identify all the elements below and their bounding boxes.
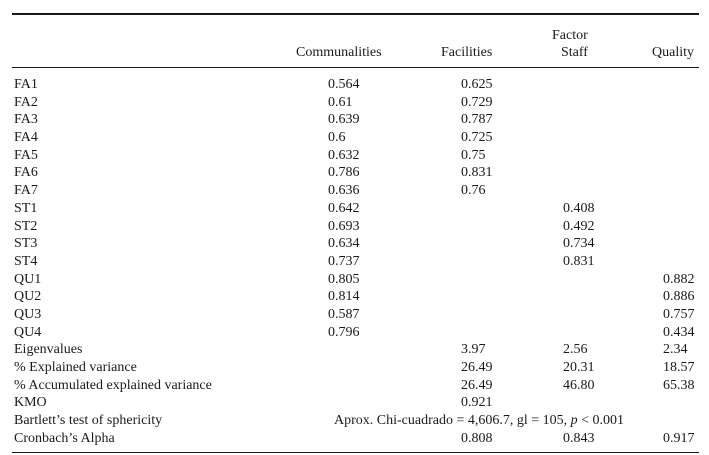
quality-cell: 0.882 — [663, 271, 695, 287]
table-row — [0, 324, 709, 342]
table-row — [0, 377, 709, 395]
table-row — [0, 359, 709, 377]
table-row — [0, 341, 709, 359]
staff-cell: 20.31 — [563, 360, 595, 375]
quality-cell: 2.34 — [663, 342, 688, 358]
row-label: FA2 — [14, 94, 38, 110]
row-label: QU4 — [14, 324, 42, 340]
quality-cell: 0.434 — [663, 324, 695, 340]
staff-cell: 0.492 — [563, 218, 595, 234]
cronbach-quality: 0.917 — [663, 430, 695, 446]
row-label: FA7 — [14, 183, 38, 199]
row-label: ST4 — [14, 253, 38, 269]
table-row — [0, 129, 709, 147]
cronbach-staff: 0.843 — [563, 430, 595, 446]
table-row — [0, 394, 709, 412]
quality-cell: 18.57 — [663, 360, 695, 375]
header-facilities: Facilities — [441, 45, 493, 60]
cronbach-row — [0, 430, 709, 448]
header-factor: Factor — [552, 28, 588, 43]
row-label: QU3 — [14, 306, 42, 322]
communalities-cell: 0.632 — [328, 147, 360, 163]
facilities-cell: 3.97 — [461, 342, 486, 358]
staff-cell: 0.734 — [563, 236, 595, 252]
staff-cell: 2.56 — [563, 342, 588, 358]
communalities-cell: 0.693 — [328, 218, 360, 234]
row-label: ST1 — [14, 200, 38, 216]
row-label: KMO — [14, 395, 47, 411]
header-staff: Staff — [561, 45, 588, 60]
bartlett-label: Bartlett’s test of sphericity — [14, 413, 163, 429]
quality-cell: 0.886 — [663, 289, 695, 305]
communalities-cell: 0.61 — [328, 94, 353, 110]
communalities-cell: 0.587 — [328, 306, 360, 322]
table-row — [0, 271, 709, 289]
table-row — [0, 147, 709, 165]
facilities-cell: 0.831 — [461, 165, 493, 181]
header-quality: Quality — [652, 45, 694, 60]
staff-cell: 0.408 — [563, 200, 595, 216]
bartlett-suffix: < 0.001 — [577, 413, 625, 429]
table-row — [0, 164, 709, 182]
row-label: % Explained variance — [14, 360, 137, 375]
communalities-cell: 0.786 — [328, 165, 360, 181]
communalities-cell: 0.805 — [328, 271, 360, 287]
communalities-cell: 0.564 — [328, 77, 360, 92]
communalities-cell: 0.796 — [328, 324, 360, 340]
facilities-cell: 0.625 — [461, 77, 493, 92]
communalities-cell: 0.639 — [328, 112, 360, 128]
table-row — [0, 253, 709, 271]
communalities-cell: 0.737 — [328, 253, 360, 269]
header-rule — [12, 67, 699, 68]
facilities-cell: 0.921 — [461, 395, 493, 411]
facilities-cell: 0.75 — [461, 147, 486, 163]
row-label: FA5 — [14, 147, 38, 163]
table-row — [0, 76, 709, 94]
cronbach-facilities: 0.808 — [461, 430, 493, 446]
bartlett-prefix: Aprox. Chi-cuadrado = 4,606.7, gl = 105, — [334, 413, 571, 429]
communalities-cell: 0.636 — [328, 183, 360, 199]
table-row — [0, 111, 709, 129]
facilities-cell: 0.729 — [461, 94, 493, 110]
row-label: Eigenvalues — [14, 342, 83, 358]
bottom-rule — [12, 452, 699, 453]
communalities-cell: 0.6 — [328, 130, 346, 146]
row-label: % Accumulated explained variance — [14, 377, 212, 393]
staff-cell: 0.831 — [563, 253, 595, 269]
table-row — [0, 288, 709, 306]
row-label: QU1 — [14, 271, 42, 287]
bartlett-value — [334, 412, 624, 430]
table-row — [0, 200, 709, 218]
bartlett-p-symbol: p — [570, 413, 578, 429]
communalities-cell: 0.814 — [328, 289, 360, 305]
bartlett-row — [0, 412, 709, 430]
row-label: FA6 — [14, 165, 38, 181]
communalities-cell: 0.634 — [328, 236, 360, 252]
quality-cell: 65.38 — [663, 377, 695, 393]
facilities-cell: 0.787 — [461, 112, 493, 128]
row-label: ST2 — [14, 218, 38, 234]
row-label: FA4 — [14, 130, 38, 146]
table-row — [0, 182, 709, 200]
facilities-cell: 0.76 — [461, 183, 486, 199]
communalities-cell: 0.642 — [328, 200, 360, 216]
top-rule — [12, 13, 699, 15]
facilities-cell: 26.49 — [461, 360, 493, 375]
quality-cell: 0.757 — [663, 306, 695, 322]
table-row — [0, 306, 709, 324]
cronbach-label: Cronbach’s Alpha — [14, 430, 115, 446]
row-label: ST3 — [14, 236, 38, 252]
header-communalities: Communalities — [296, 45, 382, 60]
row-label: QU2 — [14, 289, 42, 305]
table-row — [0, 218, 709, 236]
row-label: FA1 — [14, 77, 38, 92]
row-label: FA3 — [14, 112, 38, 128]
table-row — [0, 94, 709, 112]
table-body — [0, 76, 709, 447]
table-row — [0, 235, 709, 253]
facilities-cell: 0.725 — [461, 130, 493, 146]
staff-cell: 46.80 — [563, 377, 595, 393]
facilities-cell: 26.49 — [461, 377, 493, 393]
